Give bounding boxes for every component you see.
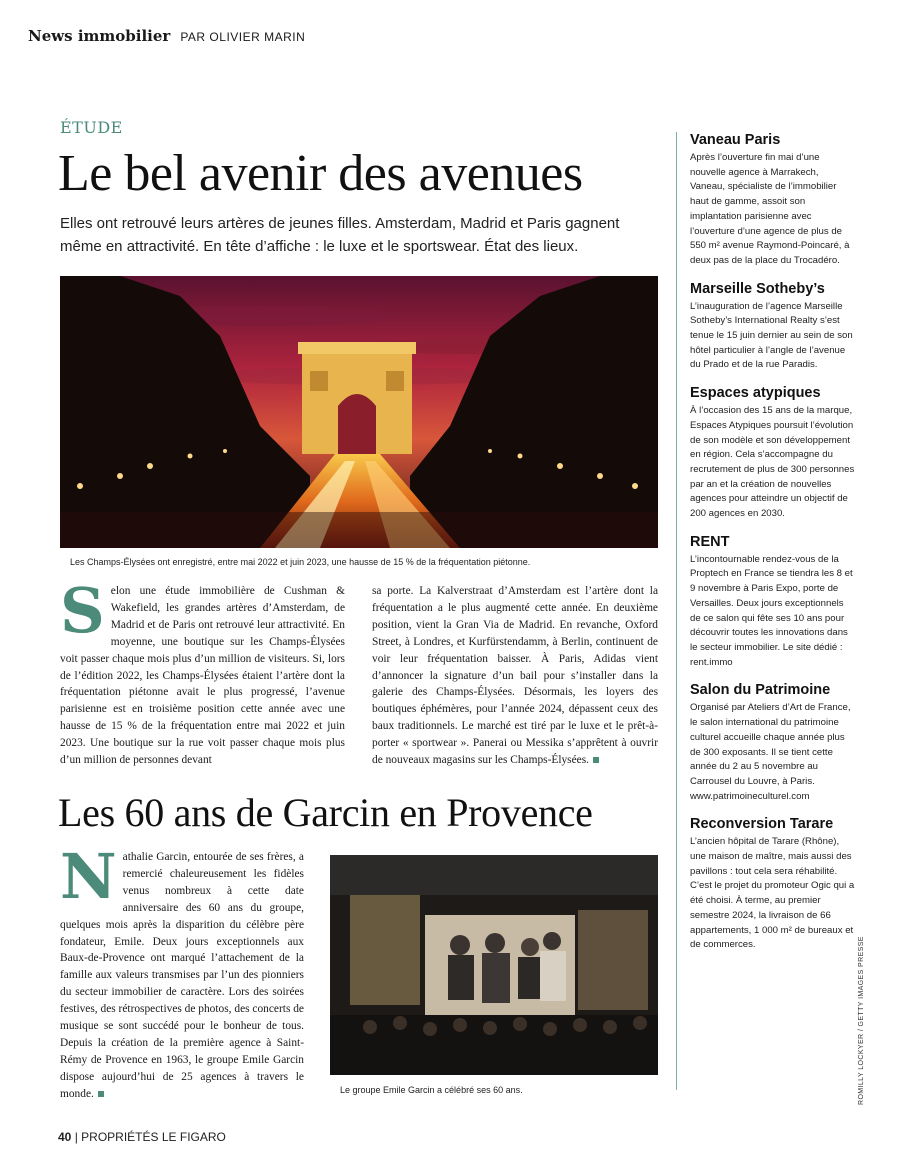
sidebar-item-title: Reconversion Tarare <box>690 816 834 833</box>
publication-name: News immobilier <box>28 27 171 45</box>
kicker: ÉTUDE <box>60 118 123 137</box>
sidebar-item-espaces-atypiques <box>690 385 855 522</box>
sidebar <box>690 132 855 965</box>
article1-column-2 <box>372 583 658 769</box>
sidebar-item-title: Salon du Patrimoine <box>690 682 831 699</box>
photo-caption-2: Le groupe Emile Garcin a célébré ses 60 ans. <box>340 1085 523 1095</box>
sidebar-item-rent <box>690 534 855 671</box>
main-headline: Le bel avenir des avenues <box>58 145 583 202</box>
sidebar-item-text: L’incontournable rendez-vous de la Proptech en France se tiendra les 8 et 9 novembre à Paris Expo, porte de Versailles. Deux jours exceptionnels de ce salon qui fête ses 10 ans pour découvrir toutes les innovations dans le secteur immobilier. Le site dédié : rent.immo <box>690 553 853 668</box>
article1-col1-text: elon une étude immobilière de Cushman & Wakefield, les grandes artères d’Amsterdam, de Madrid et de Paris ont retrouvé leur attractivité. En moyenne, une boutique sur les Champs-Élysées voit passer chaque mois plus d’un million de visiteurs. Si, lors de l’édition 2022, les Champs-Élysées étaient l’artère dont la fréquentation piétonne avait le plus progressé, l’avenue parisienne est en troisième position cette année avec une hausse de 15 % de la fréquentation entre mai 2022 et juin 2023. Une boutique sur la rue voit passer chaque mois plus d’un million de personnes devant <box>60 585 345 767</box>
byline: PAR OLIVIER MARIN <box>180 30 306 44</box>
standfirst: Elles ont retrouvé leurs artères de jeunes filles. Amsterdam, Madrid et Paris gagnent même en attractivité. En tête d’affiche : le luxe et le sportswear. État des lieux. <box>60 215 620 255</box>
sidebar-item-title: Espaces atypiques <box>690 385 821 402</box>
end-mark-icon <box>593 757 599 763</box>
sidebar-item-tarare <box>690 816 855 953</box>
sidebar-item-salon-patrimoine <box>690 682 855 804</box>
sidebar-item-text: L’inauguration de l’agence Marseille Sotheby’s International Realty s’est tenue le 15 juin dernier au sein de son hôtel particulier à l’angle de l’avenue du Prado et de la rue Paradis. <box>690 300 853 371</box>
secondary-headline: Les 60 ans de Garcin en Provence <box>58 790 593 835</box>
champs-elysees-photo <box>60 276 658 548</box>
sidebar-item-vaneau <box>690 132 855 269</box>
page-footer <box>58 1130 226 1144</box>
sidebar-item-text: L’ancien hôpital de Tarare (Rhône), une maison de maître, mais aussi des pavillons : tout cela sera réhabilité. C’est le projet du promoteur Ogic qui a été choisi. À terme, au premier semestre 2024, la livraison de 66 appartements, 1 000 m² de bureaux et de commerces. <box>690 836 855 951</box>
photo-credit: ROMILLY LOCKYER / GETTY IMAGES PRESSE <box>858 936 865 1105</box>
footer-separator: | <box>74 1130 78 1144</box>
sidebar-rule <box>676 132 677 1090</box>
article2-text: athalie Garcin, entourée de ses frères, a remercié chaleureusement les fidèles venus nombreux à cette date anniversaire des 60 ans du groupe, quelques mois après la disparition du célèbre père fondateur, Emile. Deux jours exceptionnels aux Baux-de-Provence ont marqué l’attachement de la famille aux valeurs transmises par l’un des pionniers du secteur immobilier de caractère. Lors des soirées festives, des rétrospectives de photos, des concerts de musique se sont succédé pour le bonheur de tous. Depuis la création de la première agence à Saint-Rémy de Provence en 1963, le groupe Emile Garcin dispose aujourd’hui de 25 agences à travers le monde. <box>60 851 304 1100</box>
sidebar-item-title: Marseille Sotheby’s <box>690 280 825 297</box>
arc-de-triomphe-illustration <box>60 276 658 548</box>
article1-column-1 <box>60 574 345 769</box>
page-number: 40 <box>58 1130 72 1144</box>
dropcap-n: N <box>60 840 117 913</box>
garcin-event-photo <box>330 855 658 1075</box>
photo-caption-1: Les Champs-Élysées ont enregistré, entre mai 2022 et juin 2023, une hausse de 15 % de la fréquentation piétonne. <box>70 557 531 567</box>
end-mark-icon <box>98 1091 104 1097</box>
page-header <box>28 27 305 46</box>
sidebar-item-text: Après l’ouverture fin mai d’une nouvelle agence à Marrakech, Vaneau, spécialiste de l’immobilier haut de gamme, assoit son implantation parisienne avec l’ouverture d’une agence de plus de 550 m² avenue Raymond-Poincaré, à deux pas de la place du Trocadéro. <box>690 152 850 266</box>
sidebar-item-text: Organisé par Ateliers d’Art de France, le salon international du patrimoine culturel accueille chaque année plus de 300 exposants. Il se tient cette année du 2 au 5 novembre au Carrousel du Louvre, à Paris. www.patrimoineculturel.com <box>690 702 851 802</box>
sidebar-item-title: Vaneau Paris <box>690 132 781 148</box>
dropcap-s: S <box>60 574 105 647</box>
article1-col2-text: sa porte. La Kalverstraat d’Amsterdam est l’artère dont la fréquentation a le plus augmenté cette année. En deuxième position, vient la Gran Via de Madrid. En revanche, Oxford Street, à Londres, et Kurfürstendamm, à Berlin, continuent de voir leur fréquentation baisser. À Paris, Adidas vient d’annoncer la signature d’un bail pour s’installer dans la galerie des Champs-Élysées. Désormais, les loyers des boutiques éphémères, pour l’année 2024, dépassent ceux des baux traditionnels. Le marché est tiré par le luxe et le prêt-à-porter « sportwear ». Panerai ou Messika s’apprêtent à ouvrir de nouveaux magasins sur les Champs-Élysées. <box>372 585 658 767</box>
sidebar-item-text: À l’occasion des 15 ans de la marque, Espaces Atypiques poursuit l’évolution de son modèle et son développement en région. Cela s’accompagne du recrutement de plus de 300 personnes par an et la création de nouvelles agences pour atteindre un objectif de 200 agences en 2030. <box>690 405 855 520</box>
garcin-event-illustration <box>330 855 658 1075</box>
article2-column <box>60 840 304 1103</box>
sidebar-item-title: RENT <box>690 533 730 550</box>
sidebar-item-sothebys <box>690 281 855 374</box>
magazine-name: PROPRIÉTÉS LE FIGARO <box>81 1130 226 1144</box>
